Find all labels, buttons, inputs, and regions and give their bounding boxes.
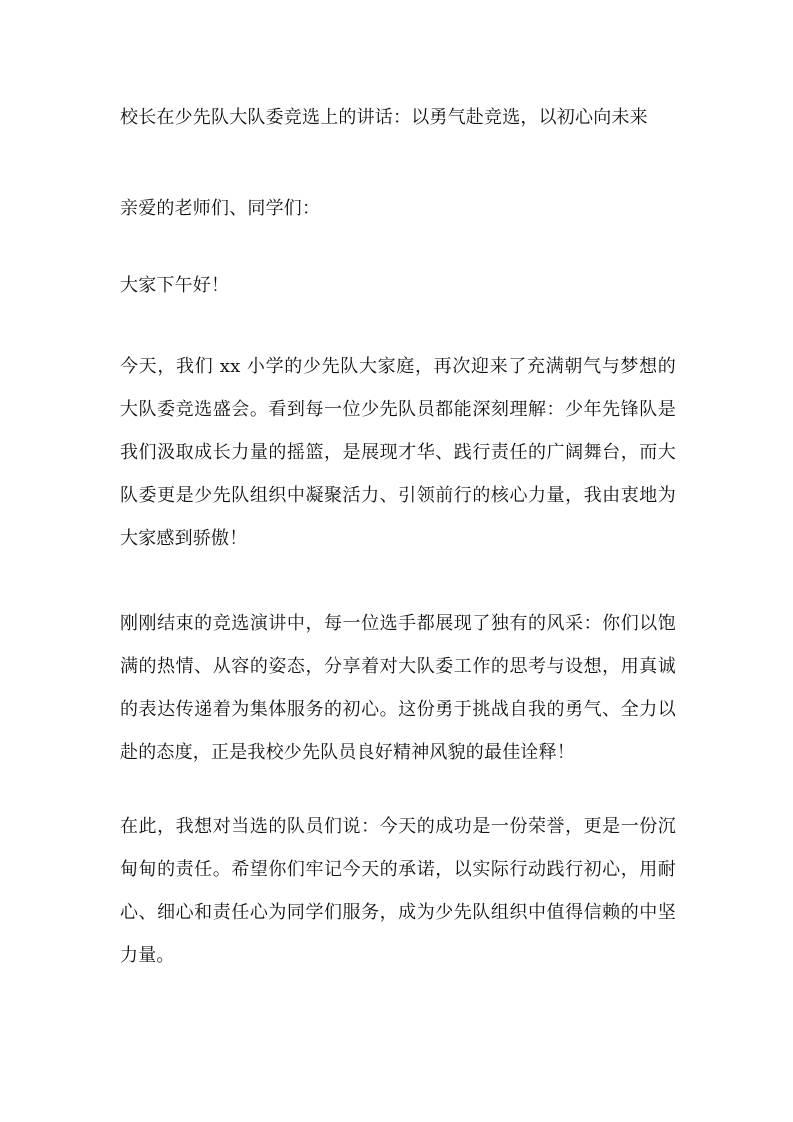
salutation: 亲爱的老师们、同学们： bbox=[120, 198, 321, 219]
paragraph-opening: 今天，我们 xx 小学的少先队大家庭，再次迎来了充满朝气与梦想的大队委竞选盛会。看到每一位少先队员都能深刻理解：少年先锋队是我们汲取成长力量的摇篮，是展现才华、践行责任的广阔舞台，而大队委更是少先队组织中凝聚活力、引领前行的核心力量，我由衷地为大家感到骄傲！ bbox=[120, 356, 676, 549]
document-title: 校长在少先队大队委竞选上的讲话：以勇气赴竞选，以初心向未来 bbox=[120, 107, 648, 128]
paragraph-message-to-elected: 在此，我想对当选的队员们说：今天的成功是一份荣誉，更是一份沉甸甸的责任。希望你们牢记今天的承诺，以实际行动践行初心，用耐心、细心和责任心为同学们服务，成为少先队组织中值得信赖的中坚力量。 bbox=[120, 816, 676, 966]
paragraph-speech-review: 刚刚结束的竞选演讲中，每一位选手都展现了独有的风采：你们以饱满的热情、从容的姿态，分享着对大队委工作的思考与设想，用真诚的表达传递着为集体服务的初心。这份勇于挑战自我的勇气、全力以赴的态度，正是我校少先队员良好精神风貌的最佳诠释！ bbox=[120, 613, 676, 763]
greeting: 大家下午好！ bbox=[120, 275, 230, 296]
